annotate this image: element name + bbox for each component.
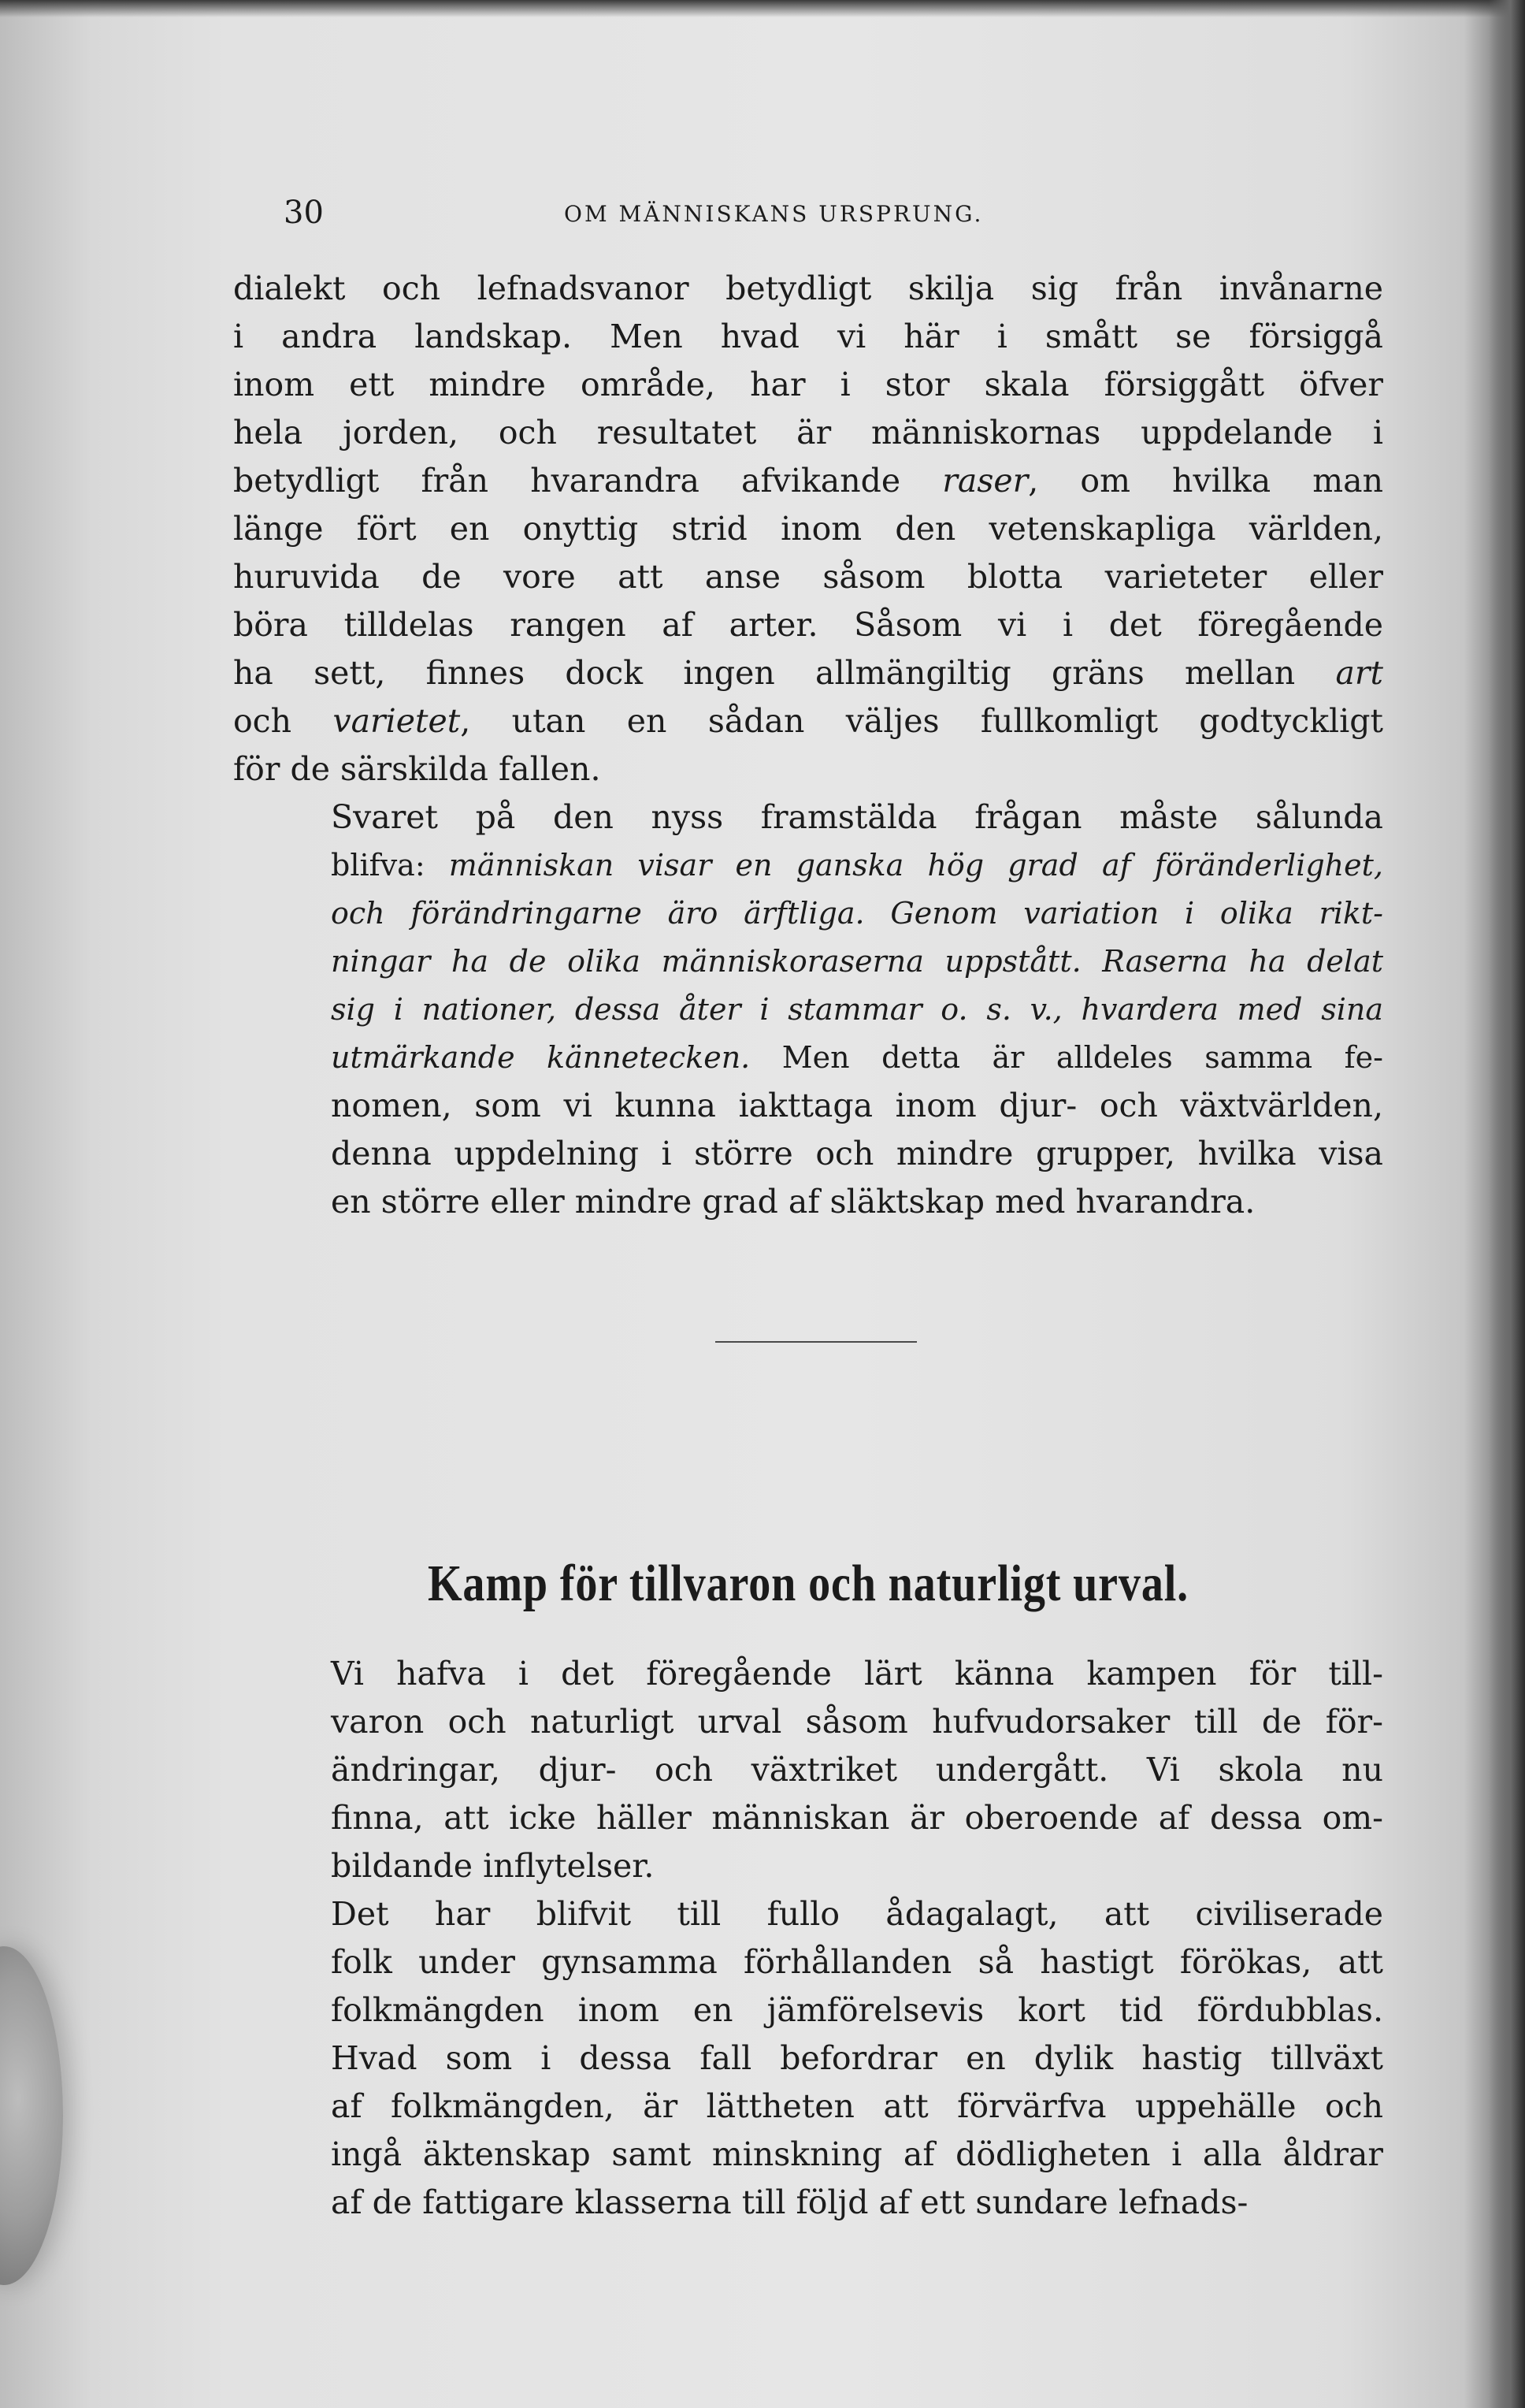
text-line: en större eller mindre grad af släktskap med hvarandra. [331,1183,1256,1221]
text-line: ingå äktenskap samt minskning af dödligheten i alla åldrar [331,2135,1383,2173]
text-line: länge fört en onyttig strid inom den vetenskapliga världen, [233,510,1383,548]
text-line: Svaret på den nyss framstälda frågan måste sålunda [331,798,1383,836]
text-line: blifva: människan visar en ganska hög grad af föränderlighet, [331,848,1383,883]
text-line: och förändringarne äro ärftliga. Genom variation i olika rikt- [331,896,1383,931]
page-text-block [233,189,1383,2227]
paragraph [233,1650,1383,1890]
text-line: denna uppdelning i större och mindre grupper, hvilka visa [331,1135,1383,1172]
text-line: betydligt från hvarandra afvikande raser, om hvilka man [233,462,1383,500]
paragraph [233,1890,1383,2227]
text-line: bildande inflytelser. [331,1847,655,1885]
section-divider-rule [715,1341,917,1343]
text-line: utmärkande kännetecken. Men detta är alldeles samma fe- [331,1040,1383,1075]
page-number: 30 [284,195,324,231]
page-header [233,189,1383,236]
paragraph [233,793,1383,1226]
text-line: varon och naturligt urval såsom hufvudorsaker till de för- [331,1703,1383,1741]
text-line: af folkmängden, är lättheten att förvärfva uppehälle och [331,2087,1383,2125]
text-line: af de fattigare klasserna till följd af ett sundare lefnads- [331,2183,1249,2221]
text-line: sig i nationer, dessa åter i stammar o. s. v., hvardera med sina [331,992,1383,1027]
page-top-shadow [0,0,1525,17]
paragraph [233,265,1383,793]
section-heading: Kamp för tillvaron och naturligt urval. [427,1555,1189,1612]
text-line: dialekt och lefnadsvanor betydligt skilja sig från invånarne [233,269,1383,307]
text-line: böra tilldelas rangen af arter. Såsom vi i det föregående [233,606,1383,644]
text-line: inom ett mindre område, har i stor skala försiggått öfver [233,366,1383,403]
text-line: huruvida de vore att anse såsom blotta varieteter eller [233,558,1383,596]
text-line: i andra landskap. Men hvad vi här i smått se försiggå [233,318,1383,355]
text-line: Det har blifvit till fullo ådagalagt, att civiliserade [331,1895,1383,1933]
text-line: finna, att icke häller människan är oberoende af dessa om- [331,1799,1383,1837]
text-line: ha sett, finnes dock ingen allmängiltig gräns mellan art [233,654,1383,692]
text-line: Hvad som i dessa fall befordrar en dylik hastig tillväxt [331,2039,1383,2077]
text-line: nomen, som vi kunna iakttaga inom djur- och växtvärlden, [331,1087,1383,1124]
text-line: folk under gynsamma förhållanden så hastigt förökas, att [331,1943,1383,1981]
running-head: OM MÄNNISKANS URSPRUNG. [564,201,984,227]
text-line: ningar ha de olika människoraserna uppstått. Raserna ha delat [331,944,1383,979]
text-line: Vi hafva i det föregående lärt känna kampen för till- [331,1655,1383,1693]
text-line: folkmängden inom en jämförelsevis kort tid fördubblas. [331,1991,1383,2029]
text-line: ändringar, djur- och växtriket undergått. Vi skola nu [331,1751,1383,1789]
text-line: och varietet, utan en sådan väljes fullkomligt godtyckligt [233,702,1383,740]
text-line: för de särskilda fallen. [233,750,601,788]
thumb-holding-page [0,1946,63,2285]
text-line: hela jorden, och resultatet är människornas uppdelande i [233,414,1383,452]
page-gutter-shadow [1489,0,1525,2408]
